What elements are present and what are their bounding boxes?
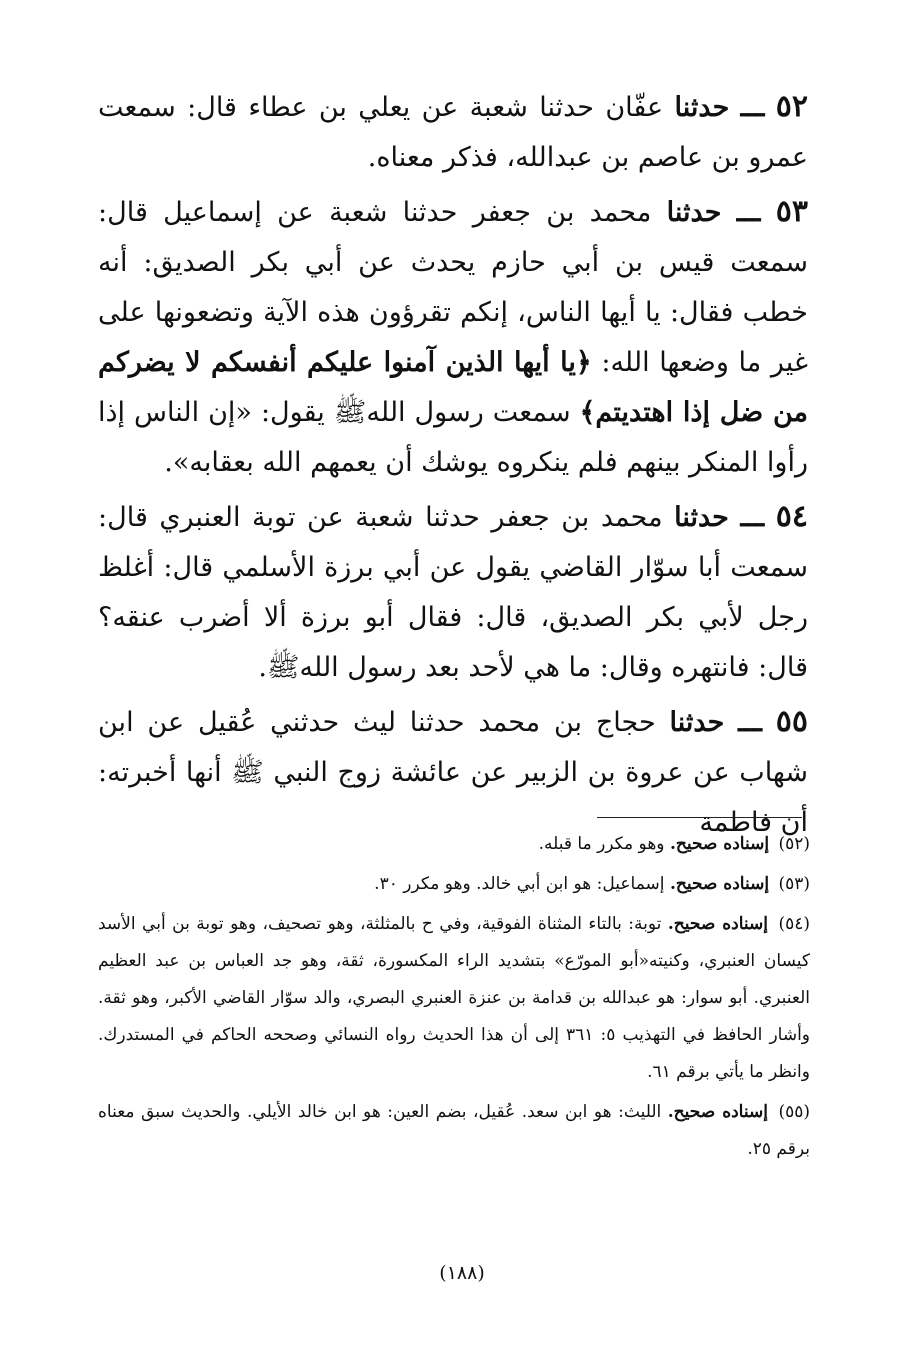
footnote-53 [98,866,810,903]
hadith-body-continued: سمعت رسول اللهﷺ يقول: «إن الناس إذا رأوا المنكر بينهم فلم ينكروه يوشك أن يعمهم الله بعقابه». [98,397,808,478]
hadith-opening-word: حدثنا [674,502,729,533]
hadith-opening-word: حدثنا [674,92,730,123]
footnote-label: (٥٢) [778,834,810,854]
footnote-text: الليث: هو ابن سعد. عُقيل، بضم العين: هو ابن خالد الأيلي. والحديث سبق معناه برقم ٢٥. [98,1102,810,1159]
footnote-52 [98,826,810,863]
footnote-55 [98,1094,810,1168]
footnote-grading: إسناده صحيح. [669,874,770,894]
footnote-grading: إسناده صحيح. [667,914,769,934]
hadith-opening-word: حدثنا [666,197,722,228]
footnote-label: (٥٣) [778,874,810,894]
hadith-dash: ـــ [736,197,761,228]
footnotes-block [98,826,810,1171]
hadith-53 [98,187,808,488]
hadith-number: ٥٣ [775,194,808,229]
hadith-52 [98,82,808,183]
page-number: (١٨٨) [439,1262,485,1284]
hadith-number: ٥٢ [775,89,808,124]
footnote-text: توبة: بالتاء المثناة الفوقية، وفي ح بالمثلثة، وهو تصحيف، وهو توبة بن أبي الأسد كيسان العنبري، وكنيته«أبو المورّع» بتشديد الراء المكسورة، ثقة، وهو جد العباس بن عبد العظيم العنبري. أبو سوار: هو عبدالله بن قدامة بن عنزة العنبري البصري، والد سوّار القاضي الأكبر، وهو ثقة. وأشار الحافظ في التهذيب ٥: ٣٦١ إلى أن هذا الحديث رواه النسائي وصححه الحاكم في المستدرك. وانظر ما يأتي برقم ٦١. [98,914,811,1082]
hadith-dash: ـــ [738,707,762,738]
hadith-54 [98,492,808,693]
hadith-body: حجاج بن محمد حدثنا ليث حدثني عُقيل عن ابن شهاب عن عروة بن الزبير عن عائشة زوج النبي ﷺ أنها أخبرته: أن فاطمة [98,707,808,838]
footnote-grading: إسناده صحيح. [667,1102,768,1122]
footnote-text: وهو مكرر ما قبله. [538,834,665,854]
footnote-54 [98,906,810,1091]
footnote-label: (٥٥) [778,1102,811,1122]
footnote-divider [597,817,802,818]
hadith-body: محمد بن جعفر حدثنا شعبة عن توبة العنبري قال: سمعت أبا سوّار القاضي يقول عن أبي برزة الأسلمي قال: أغلظ رجل لأبي بكر الصديق، قال: فقال أبو برزة ألا أضرب عنقه؟ قال: فانتهره وقال: ما هي لأحد بعد رسول اللهﷺ. [98,502,808,683]
hadith-opening-word: حدثنا [669,707,725,738]
hadith-body: عفّان حدثنا شعبة عن يعلي بن عطاء قال: سمعت عمرو بن عاصم بن عبدالله، فذكر معناه. [98,92,808,173]
quran-quote: ﴿يا أيها الذين آمنوا عليكم أنفسكم لا يضركم من ضل إذا اهتديتم﴾ [98,347,808,428]
hadith-dash: ـــ [740,502,765,533]
hadith-number: ٥٤ [775,499,808,534]
hadith-text-block [98,82,808,852]
hadith-number: ٥٥ [775,704,808,739]
hadith-body: محمد بن جعفر حدثنا شعبة عن إسماعيل قال: سمعت قيس بن أبي حازم يحدث عن أبي بكر الصديق: أنه خطب فقال: يا أيها الناس، إنكم تقرؤون هذه الآية وتضعونها على غير ما وضعها الله: [98,197,808,378]
footnote-text: إسماعيل: هو ابن أبي خالد. وهو مكرر ٣٠. [374,874,665,894]
hadith-dash: ـــ [740,92,765,123]
footnote-grading: إسناده صحيح. [669,834,770,854]
footnote-label: (٥٤) [778,914,811,934]
